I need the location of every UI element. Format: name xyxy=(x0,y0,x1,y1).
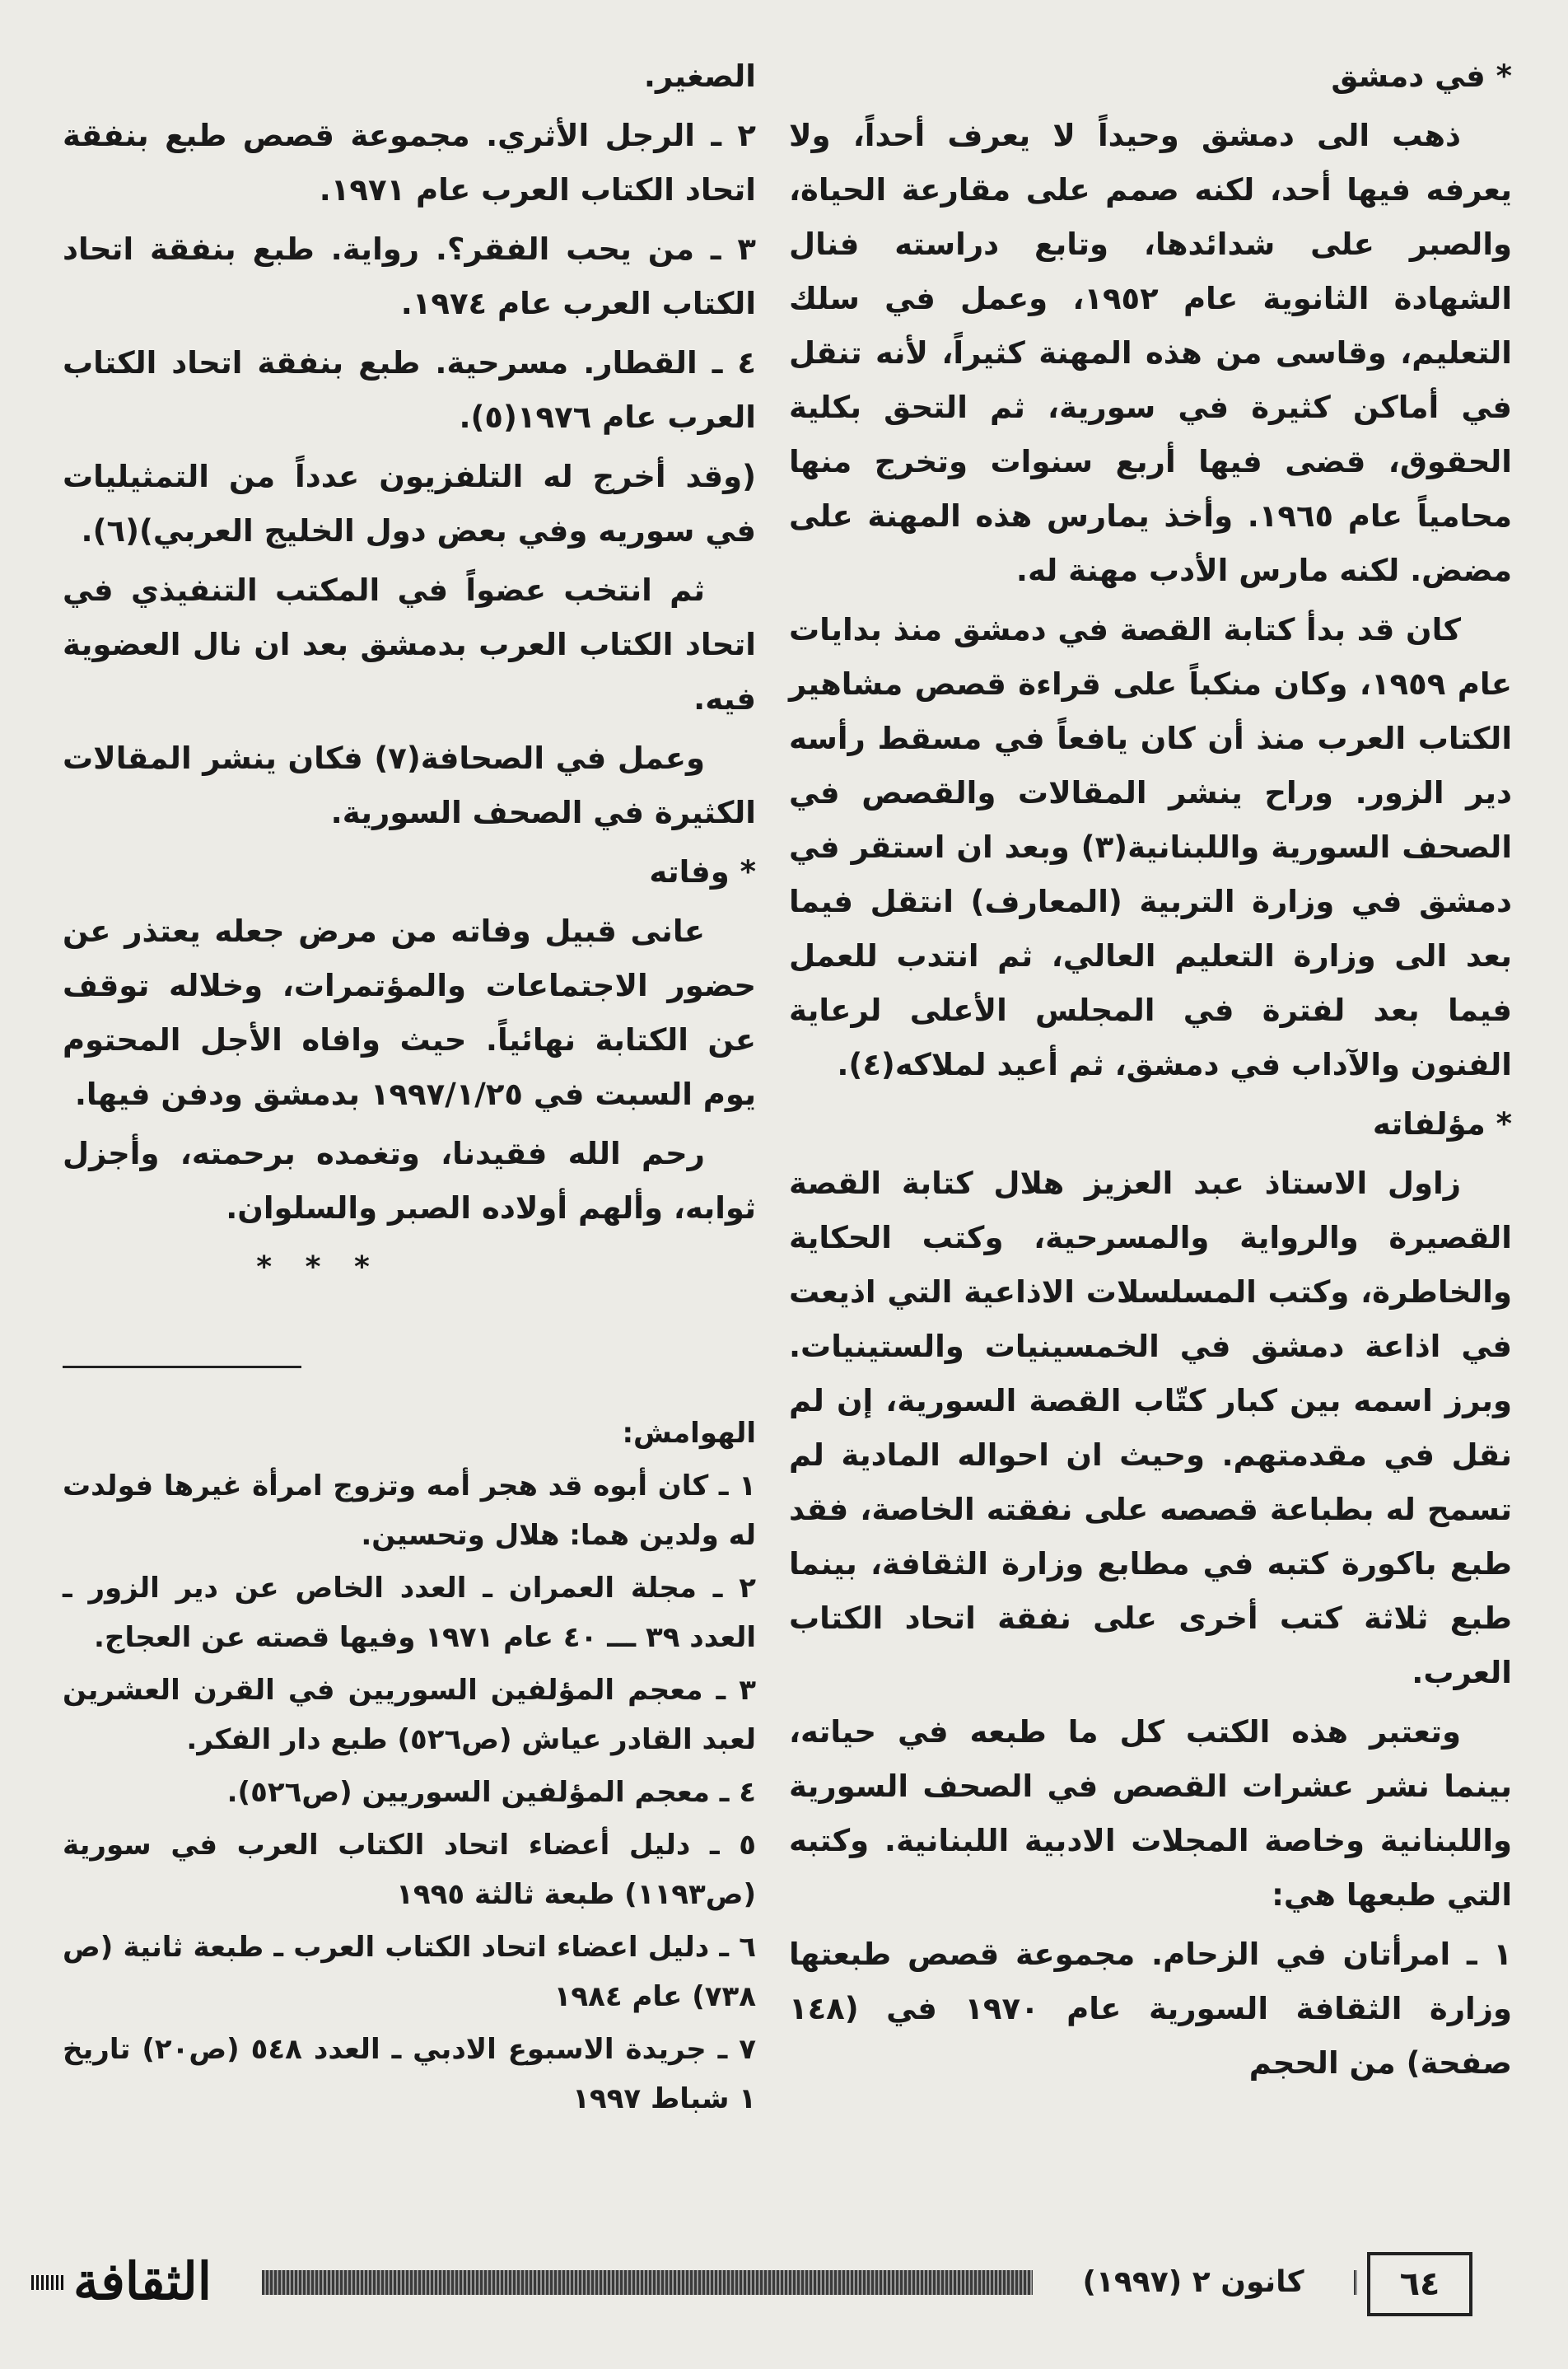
page-number: ٦٤ xyxy=(1367,2252,1472,2316)
paragraph: وتعتبر هذه الكتب كل ما طبعه في حياته، بينما نشر عشرات القصص في الصحف السورية واللبنانية وخاصة المجلات الادبية اللبنانية. وكتبه التي طبعها هي: xyxy=(789,1714,1512,1913)
paragraph: ثم انتخب عضواً في المكتب التنفيذي في اتحاد الكتاب العرب بدمشق بعد ان نال العضوية فيه. xyxy=(63,572,756,717)
section-heading: * مؤلفاته xyxy=(1372,1106,1512,1142)
paragraph: وعمل في الصحافة(٧) فكان ينشر المقالات الكثيرة في الصحف السورية. xyxy=(63,741,756,830)
footnote-item: ٢ ـ مجلة العمران ـ العدد الخاص عن دير الزور ـ العدد ٣٩ ـــ ٤٠ عام ١٩٧١ وفيها قصته عن العجاج. xyxy=(63,1572,756,1654)
article-left-column xyxy=(63,49,756,1385)
issue-date: كانون ٢ (١٩٩٧) xyxy=(1033,2257,1354,2306)
paragraph: ذهب الى دمشق وحيداً لا يعرف أحداً، ولا يعرفه فيها أحد، لكنه صمم على مقارعة الحياة، والصبر على شدائدها، وتابع دراسته فنال الشهادة الثانوية عام ١٩٥٢، وعمل في سلك التعليم، وقاسى من هذه المهنة كثيراً، لأنه تنقل في أماكن كثيرة في سورية، ثم التحق بكلية الحقوق، قضى فيها أربع سنوات وتخرج منها محامياً عام ١٩٦٥. وأخذ يمارس هذه المهنة على مضض. لكنه مارس الأدب مهنة له. xyxy=(789,118,1513,588)
page-footer xyxy=(0,2229,1568,2328)
paragraph: عانى قبيل وفاته من مرض جعله يعتذر عن حضور الاجتماعات والمؤتمرات، وخلاله توقف عن الكتابة نهائياً. حيث وافاه الأجل المحتوم يوم السبت في ١٩٩٧/١/٢٥ بدمشق ودفن فيها. xyxy=(63,913,756,1112)
footnotes-section xyxy=(63,1409,756,2127)
footnote-item: ٧ ـ جريدة الاسبوع الادبي ـ العدد ٥٤٨ (ص٢٠) تاريخ ١ شباط ١٩٩٧ xyxy=(63,2033,756,2115)
paragraph: ٤ ـ القطار. مسرحية. طبع بنفقة اتحاد الكتاب العرب عام ١٩٧٦(٥). xyxy=(63,345,756,435)
paragraph: ٢ ـ الرجل الأثري. مجموعة قصص طبع بنفقة اتحاد الكتاب العرب عام ١٩٧١. xyxy=(63,118,756,208)
paragraph: ٣ ـ من يحب الفقر؟. رواية. طبع بنفقة اتحاد الكتاب العرب عام ١٩٧٤. xyxy=(63,231,756,321)
footnote-divider xyxy=(63,1366,301,1368)
section-heading: * وفاته xyxy=(649,854,756,890)
footnotes-list xyxy=(63,1461,756,2124)
article-right-column xyxy=(789,49,1512,2096)
logo-stripes-icon xyxy=(31,2275,64,2290)
magazine-logo-text: الثقافة xyxy=(73,2250,212,2311)
footnote-item: ٣ ـ معجم المؤلفين السوريين في القرن العشرين لعبد القادر عياش (ص٥٢٦) طبع دار الفكر. xyxy=(63,1674,756,1756)
paragraph: كان قد بدأ كتابة القصة في دمشق منذ بدايات عام ١٩٥٩، وكان منكباً على قراءة قصص مشاهير الكتاب العرب منذ أن كان يافعاً في مسقط رأسه دير الزور. وراح ينشر المقالات والقصص في الصحف السورية واللبنانية(٣) وبعد ان استقر في دمشق في وزارة التربية (المعارف) انتقل فيما بعد الى وزارة التعليم العالي، ثم انتدب للعمل فيما بعد لفترة في المجلس الأعلى لرعاية الفنون والآداب في دمشق، ثم أعيد لملاكه(٤). xyxy=(789,612,1512,1082)
footnote-item: ٤ ـ معجم المؤلفين السوريين (ص٥٢٦). xyxy=(226,1776,756,1809)
paragraph: الصغير. xyxy=(643,58,756,94)
magazine-logo xyxy=(31,2245,254,2316)
footnote-item: ٥ ـ دليل أعضاء اتحاد الكتاب العرب في سورية (ص١١٩٣) طبعة ثالثة ١٩٩٥ xyxy=(63,1829,756,1911)
section-separator-stars: * * * xyxy=(256,1250,381,1284)
paragraph: (وقد أخرج له التلفزيون عدداً من التمثيليات في سوريه وفي بعض دول الخليج العربي)(٦). xyxy=(63,459,756,549)
paragraph: ١ ـ امرأتان في الزحام. مجموعة قصص طبعتها وزارة الثقافة السورية عام ١٩٧٠ في (١٤٨ صفحة) من الحجم xyxy=(789,1937,1512,2081)
footnotes-title: الهوامش: xyxy=(622,1417,756,1450)
footnote-item: ١ ـ كان أبوه قد هجر أمه وتزوج امرأة غيرها فولدت له ولدين هما: هلال وتحسين. xyxy=(63,1470,756,1552)
paragraph: رحم الله فقيدنا، وتغمده برحمته، وأجزل ثوابه، وألهم أولاده الصبر والسلوان. xyxy=(63,1136,756,1226)
footnote-item: ٦ ـ دليل اعضاء اتحاد الكتاب العرب ـ طبعة ثانية (ص ٧٣٨) عام ١٩٨٤ xyxy=(63,1931,756,2013)
section-heading: * في دمشق xyxy=(1331,58,1512,94)
paragraph: زاول الاستاذ عبد العزيز هلال كتابة القصة القصيرة والرواية والمسرحية، وكتب الحكاية والخاطرة، وكتب المسلسلات الاذاعية التي اذيعت في اذاعة دمشق في الخمسينيات والستينيات. وبرز اسمه بين كبار كتّاب القصة السورية، إن لم نقل في مقدمتهم. وحيث ان احواله المادية لم تسمح له بطباعة قصصه على نفقته الخاصة، فقد طبع باكورة كتبه في مطابع وزارة الثقافة، بينما طبع ثلاثة كتب أخرى على نفقة اتحاد الكتاب العرب. xyxy=(789,1166,1512,1690)
